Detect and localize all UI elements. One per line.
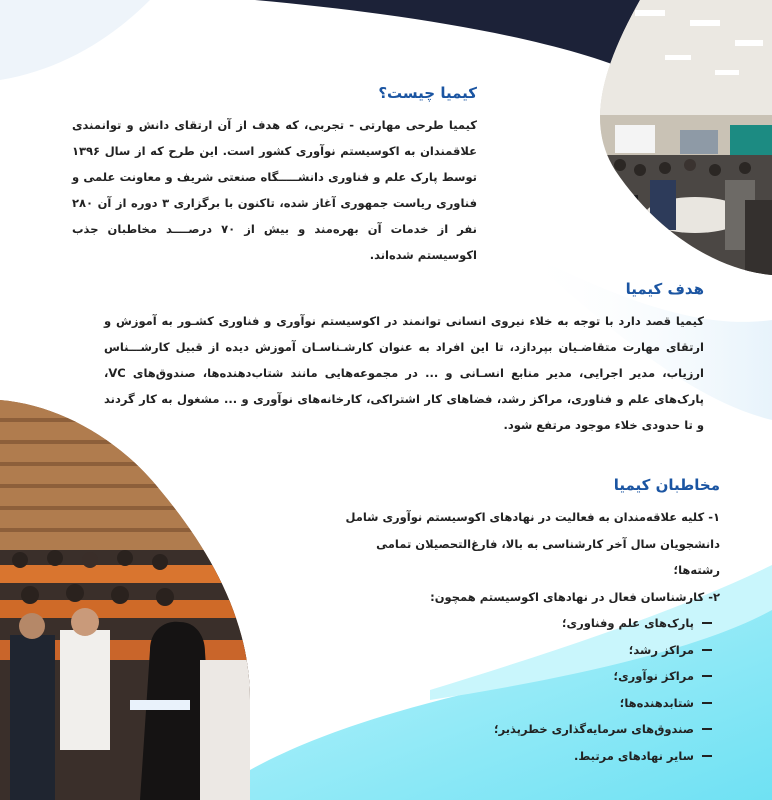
goal-section	[104, 280, 704, 438]
navy-band	[255, 0, 640, 75]
audience-title: مخاطبان کیمیا	[613, 476, 720, 494]
audience-list	[280, 610, 720, 769]
list-item: مراکز رشد؛	[280, 637, 712, 664]
dash-icon	[702, 675, 712, 677]
seminar-photo	[595, 0, 772, 275]
list-item: سایر نهادهای مرتبط.	[280, 743, 712, 770]
dash-icon	[702, 649, 712, 651]
dash-icon	[702, 755, 712, 757]
audience-section	[280, 476, 720, 769]
what-section	[72, 84, 477, 268]
list-item: صندوق‌های سرمایه‌گذاری خطرپذیر؛	[280, 716, 712, 743]
audience-line-4: ۲- کارشناسان فعال در نهادهای اکوسیستم همچون:	[430, 589, 720, 604]
list-item: پارک‌های علم وفناوری؛	[280, 610, 712, 637]
audience-line-3: رشته‌ها؛	[673, 563, 720, 577]
dash-icon	[702, 702, 712, 704]
audience-line-1: ۱- کلیه علاقه‌مندان به فعالیت در نهادهای اکوسیستم نوآوری شامل	[345, 510, 720, 524]
audience-line-2: دانشجویان سال آخر کارشناسی به بالا، فارغ‌التحصیلان تمامی	[376, 536, 720, 551]
list-item: مراکز نوآوری؛	[280, 663, 712, 690]
dash-icon	[702, 728, 712, 730]
top-left-curve	[0, 0, 150, 80]
audience-photo	[0, 400, 255, 800]
list-item: شتابدهنده‌ها؛	[280, 690, 712, 717]
what-body: کیمیا طرحی مهارتی - تجربی، که هدف از آن ارتقای دانش و توانمندی علاقمندان به اکوسیستم نوآوری کشور است. این طرح که از سال ۱۳۹۶ توسط پارک علم و فناوری دانشـــــگاه صنعتی شریف و معاونت علمی و فناوری ریاست جمهوری آغاز شده، تاکنون با برگزاری ۳ دوره از آن ۲۸۰ نفر از خدمات آن بهره‌مند و بیش از ۷۰ درصــــد مخاطبان جذب اکوسیستم شده‌اند.	[72, 118, 477, 262]
what-title: کیمیا چیست؟	[378, 84, 477, 102]
goal-body: کیمیا قصد دارد با توجه به خلاء نیروی انسانی توانمند در اکوسیستم نوآوری و فناوری کشـور به آموزش و ارتقای مهارت متقاضـیان بپردازد، تا این افراد به عنوان کارشـناسـان آموزش دیده از قبیل کارشـــناس ارزیاب، مدیر اجرایی، مدیر منابع انسـانی و ... در مجموعه‌هایی مانند شتاب‌دهنده‌ها، صندوق‌های VC، پارک‌های علم و فناوری، مراکز رشد، فضاهای کار اشتراکی، کارخانه‌های نوآوری و ... مشغول به کار گردند و تا حدودی خلاء موجود مرتفع شود.	[104, 314, 704, 432]
goal-title: هدف کیمیا	[625, 280, 704, 298]
dash-icon	[702, 622, 712, 624]
